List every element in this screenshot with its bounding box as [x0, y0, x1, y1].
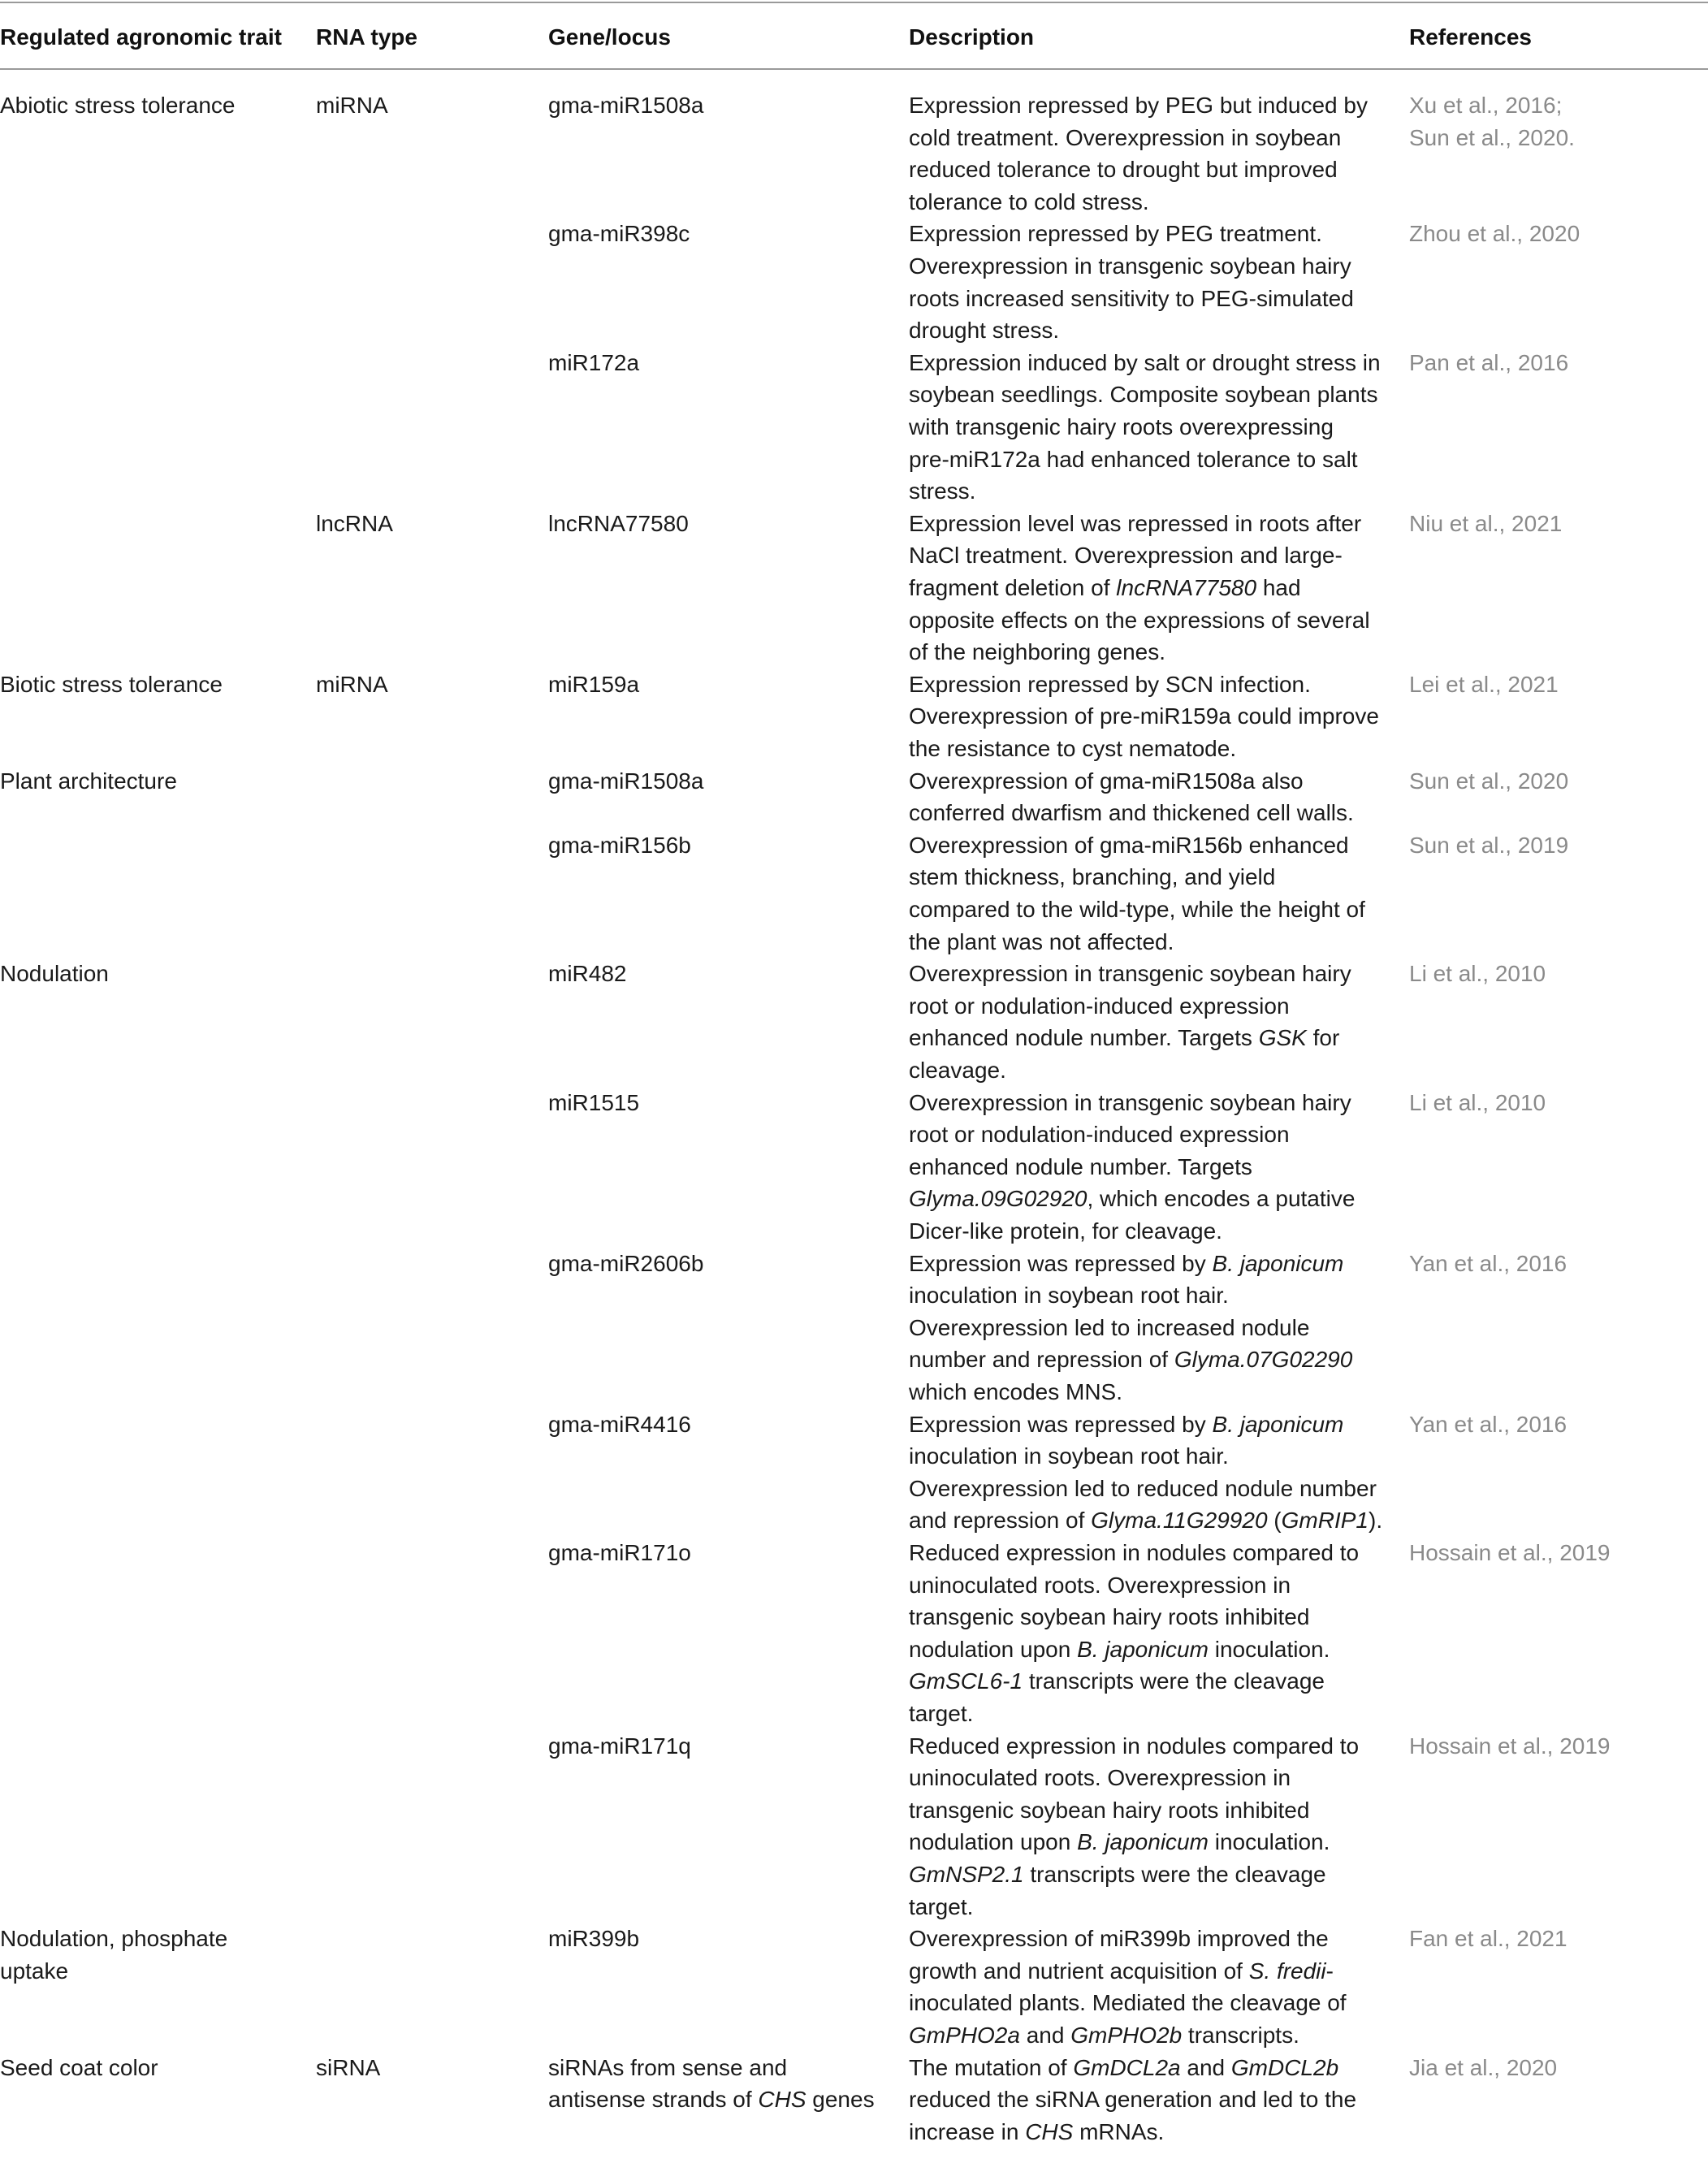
gene-locus-cell-line: gma-miR2606b	[548, 1250, 704, 1276]
trait-cell-line: Biotic stress tolerance	[0, 671, 223, 697]
description-cell-line: growth and nutrient acquisition of S. fredii-	[909, 1958, 1334, 1984]
reference-cell	[1409, 668, 1702, 701]
gene-locus-cell	[548, 347, 906, 379]
trait-cell	[0, 2052, 313, 2084]
description-cell-line: enhanced nodule number. Targets GSK for	[909, 1025, 1340, 1051]
gene-locus-cell	[548, 829, 906, 862]
rna-type-cell	[316, 508, 543, 540]
gene-locus-cell-line: gma-miR156b	[548, 832, 691, 858]
gene-locus-cell	[548, 765, 906, 798]
gene-locus-cell-line: gma-miR1508a	[548, 768, 704, 794]
description-cell-line: Overexpression led to reduced nodule number	[909, 1475, 1377, 1501]
description-cell	[909, 1408, 1396, 1537]
description-cell-line: root or nodulation-induced expression	[909, 993, 1290, 1019]
description-cell-line: of the neighboring genes.	[909, 639, 1166, 665]
description-cell-line: enhanced nodule number. Targets	[909, 1153, 1252, 1179]
trait-cell	[0, 89, 313, 122]
reference-cell-line: Sun et al., 2019	[1409, 832, 1569, 858]
description-cell-line: drought stress.	[909, 318, 1060, 344]
rna-type-cell	[316, 89, 543, 122]
gene-locus-cell	[548, 958, 906, 990]
reference-cell-line: Yan et al., 2016	[1409, 1250, 1567, 1276]
rna-type-cell-line: siRNA	[316, 2054, 381, 2080]
trait-cell	[0, 1923, 313, 1987]
gene-locus-cell-line: lncRNA77580	[548, 510, 689, 536]
rna-type-cell-line: miRNA	[316, 671, 388, 697]
reference-cell-line: Jia et al., 2020	[1409, 2054, 1558, 2080]
reference-cell	[1409, 1408, 1702, 1441]
description-cell-line: reduced tolerance to drought but improved	[909, 157, 1338, 183]
description-cell-line: and repression of Glyma.11G29920 (GmRIP1).	[909, 1508, 1383, 1534]
description-cell-line: GmNSP2.1 transcripts were the cleavage	[909, 1861, 1326, 1887]
description-cell-line: opposite effects on the expressions of several	[909, 607, 1370, 633]
reference-cell	[1409, 958, 1702, 990]
description-cell-line: uninoculated roots. Overexpression in	[909, 1572, 1291, 1598]
reference-cell-line: Xu et al., 2016;	[1409, 93, 1563, 118]
reference-cell-line: Sun et al., 2020.	[1409, 124, 1575, 150]
description-cell-line: transgenic soybean hairy roots inhibited	[909, 1604, 1310, 1630]
gene-locus-cell-line: miR1515	[548, 1089, 640, 1115]
trait-cell	[0, 668, 313, 701]
description-cell	[909, 2052, 1396, 2148]
description-cell-line: Expression was repressed by B. japonicum	[909, 1411, 1344, 1437]
description-cell-line: Dicer-like protein, for cleavage.	[909, 1218, 1222, 1244]
description-cell-line: inoculation in soybean root hair.	[909, 1283, 1229, 1309]
description-cell-line: cleavage.	[909, 1057, 1006, 1083]
rna-type-cell-line: miRNA	[316, 93, 388, 118]
description-cell	[909, 89, 1396, 218]
description-cell-line: Overexpression of gma-miR1508a also	[909, 768, 1304, 794]
reference-cell	[1409, 2052, 1702, 2084]
description-cell-line: Expression repressed by PEG but induced by	[909, 93, 1368, 118]
gene-locus-cell	[548, 1248, 906, 1280]
reference-cell-line: Hossain et al., 2019	[1409, 1540, 1611, 1565]
description-cell	[909, 508, 1396, 668]
description-cell-line: transgenic soybean hairy roots inhibited	[909, 1797, 1310, 1823]
header-rule	[0, 68, 1708, 70]
gene-locus-cell	[548, 89, 906, 122]
description-cell-line: GmPHO2a and GmPHO2b transcripts.	[909, 2022, 1299, 2048]
rna-type-cell-line: lncRNA	[316, 510, 393, 536]
gene-locus-cell-line: miR172a	[548, 349, 640, 375]
description-cell-line: compared to the wild-type, while the height of	[909, 896, 1365, 922]
description-cell	[909, 1087, 1396, 1248]
description-cell-line: nodulation upon B. japonicum inoculation.	[909, 1636, 1330, 1662]
reference-cell	[1409, 89, 1702, 154]
gene-locus-cell	[548, 218, 906, 250]
description-cell	[909, 765, 1396, 829]
reference-cell	[1409, 765, 1702, 798]
trait-cell-line: Nodulation	[0, 961, 109, 987]
description-cell-line: target.	[909, 1700, 974, 1726]
description-cell-line: Expression repressed by SCN infection.	[909, 671, 1311, 697]
reference-cell-line: Sun et al., 2020	[1409, 768, 1569, 794]
trait-cell-line: Seed coat color	[0, 2054, 158, 2080]
gene-locus-cell	[548, 1730, 906, 1763]
description-cell-line: the plant was not affected.	[909, 928, 1174, 954]
description-cell-line: Overexpression of miR399b improved the	[909, 1926, 1329, 1952]
description-cell-line: conferred dwarfism and thickened cell walls.	[909, 800, 1354, 826]
description-cell-line: reduced the siRNA generation and led to the	[909, 2087, 1357, 2113]
trait-cell	[0, 765, 313, 798]
gene-locus-cell-line: gma-miR4416	[548, 1411, 691, 1437]
reference-cell-line: Niu et al., 2021	[1409, 510, 1563, 536]
header-description: Description	[909, 24, 1035, 50]
reference-cell	[1409, 508, 1702, 540]
description-cell	[909, 347, 1396, 508]
header-trait: Regulated agronomic trait	[0, 24, 282, 50]
description-cell-line: number and repression of Glyma.07G02290	[909, 1347, 1353, 1373]
description-cell-line: Glyma.09G02920, which encodes a putative	[909, 1186, 1356, 1212]
description-cell-line: Reduced expression in nodules compared to	[909, 1733, 1360, 1759]
description-cell-line: Overexpression of pre-miR159a could improve	[909, 703, 1379, 729]
description-cell-line: Expression was repressed by B. japonicum	[909, 1250, 1344, 1276]
reference-cell-line: Fan et al., 2021	[1409, 1926, 1567, 1952]
header-gene-locus: Gene/locus	[548, 24, 671, 50]
reference-cell-line: Hossain et al., 2019	[1409, 1733, 1611, 1759]
description-cell-line: Reduced expression in nodules compared to	[909, 1540, 1360, 1565]
description-cell-line: Expression induced by salt or drought stress in	[909, 349, 1381, 375]
description-cell	[909, 668, 1396, 765]
description-cell-line: cold treatment. Overexpression in soybean	[909, 124, 1342, 150]
rna-type-cell	[316, 2052, 543, 2084]
gene-locus-cell	[548, 1087, 906, 1119]
trait-cell	[0, 958, 313, 990]
reference-cell-line: Pan et al., 2016	[1409, 349, 1569, 375]
gene-locus-cell-line: miR399b	[548, 1926, 640, 1952]
reference-cell-line: Li et al., 2010	[1409, 1089, 1546, 1115]
gene-locus-cell	[548, 508, 906, 540]
description-cell-line: with transgenic hairy roots overexpressing	[909, 413, 1334, 439]
description-cell-line: Overexpression led to increased nodule	[909, 1314, 1310, 1340]
gene-locus-cell-line: antisense strands of CHS genes	[548, 2087, 875, 2113]
table-top-rule	[0, 2, 1708, 3]
description-cell-line: target.	[909, 1893, 974, 1919]
gene-locus-cell-line: gma-miR1508a	[548, 93, 704, 118]
description-cell-line: soybean seedlings. Composite soybean plants	[909, 382, 1378, 408]
reference-cell	[1409, 218, 1702, 250]
description-cell-line: stress.	[909, 478, 976, 504]
description-cell-line: which encodes MNS.	[909, 1378, 1123, 1404]
reference-cell	[1409, 1248, 1702, 1280]
description-cell-line: Overexpression in transgenic soybean hairy	[909, 961, 1351, 987]
gene-locus-cell-line: miR159a	[548, 671, 640, 697]
description-cell-line: inoculation in soybean root hair.	[909, 1443, 1229, 1469]
description-cell-line: fragment deletion of lncRNA77580 had	[909, 574, 1301, 600]
description-cell	[909, 1730, 1396, 1923]
gene-locus-cell-line: gma-miR171q	[548, 1733, 691, 1759]
reference-cell-line: Lei et al., 2021	[1409, 671, 1559, 697]
description-cell-line: tolerance to cold stress.	[909, 188, 1149, 214]
description-cell-line: NaCl treatment. Overexpression and large-	[909, 543, 1343, 569]
description-cell-line: root or nodulation-induced expression	[909, 1122, 1290, 1148]
reference-cell-line: Li et al., 2010	[1409, 961, 1546, 987]
reference-cell	[1409, 1537, 1702, 1569]
gene-locus-cell	[548, 1408, 906, 1441]
description-cell-line: GmSCL6-1 transcripts were the cleavage	[909, 1668, 1325, 1694]
trait-cell-line: Plant architecture	[0, 768, 177, 794]
description-cell	[909, 1923, 1396, 2051]
description-cell-line: inoculated plants. Mediated the cleavage of	[909, 1990, 1347, 2016]
gene-locus-cell-line: gma-miR171o	[548, 1540, 691, 1565]
description-cell	[909, 1248, 1396, 1408]
description-cell-line: The mutation of GmDCL2a and GmDCL2b	[909, 2054, 1339, 2080]
description-cell-line: Expression level was repressed in roots after	[909, 510, 1362, 536]
trait-cell-line: Abiotic stress tolerance	[0, 93, 236, 118]
reference-cell	[1409, 829, 1702, 862]
rna-type-cell	[316, 668, 543, 701]
description-cell-line: nodulation upon B. japonicum inoculation.	[909, 1829, 1330, 1855]
description-cell	[909, 1537, 1396, 1730]
reference-cell	[1409, 1087, 1702, 1119]
gene-locus-cell	[548, 668, 906, 701]
description-cell-line: increase in CHS mRNAs.	[909, 2118, 1165, 2144]
header-rna-type: RNA type	[316, 24, 417, 50]
gene-locus-cell	[548, 1537, 906, 1569]
gene-locus-cell-line: miR482	[548, 961, 627, 987]
header-references: References	[1409, 24, 1532, 50]
description-cell-line: stem thickness, branching, and yield	[909, 864, 1276, 890]
trait-cell-line: Nodulation, phosphate	[0, 1926, 228, 1952]
reference-cell-line: Yan et al., 2016	[1409, 1411, 1567, 1437]
description-cell-line: Overexpression of gma-miR156b enhanced	[909, 832, 1349, 858]
description-cell-line: Overexpression in transgenic soybean hairy	[909, 1089, 1351, 1115]
description-cell-line: roots increased sensitivity to PEG-simulated	[909, 285, 1354, 311]
description-cell	[909, 829, 1396, 958]
description-cell	[909, 218, 1396, 346]
description-cell-line: Overexpression in transgenic soybean hairy	[909, 253, 1351, 279]
description-cell-line: pre-miR172a had enhanced tolerance to salt	[909, 446, 1358, 472]
description-cell-line: uninoculated roots. Overexpression in	[909, 1765, 1291, 1791]
description-cell	[909, 958, 1396, 1086]
gene-locus-cell	[548, 1923, 906, 1955]
description-cell-line: the resistance to cyst nematode.	[909, 735, 1237, 761]
reference-cell	[1409, 347, 1702, 379]
gene-locus-cell	[548, 2052, 906, 2116]
reference-cell	[1409, 1923, 1702, 1955]
reference-cell	[1409, 1730, 1702, 1763]
gene-locus-cell-line: siRNAs from sense and	[548, 2054, 788, 2080]
gene-locus-cell-line: gma-miR398c	[548, 221, 690, 247]
trait-cell-line: uptake	[0, 1958, 69, 1984]
reference-cell-line: Zhou et al., 2020	[1409, 221, 1580, 247]
description-cell-line: Expression repressed by PEG treatment.	[909, 221, 1322, 247]
